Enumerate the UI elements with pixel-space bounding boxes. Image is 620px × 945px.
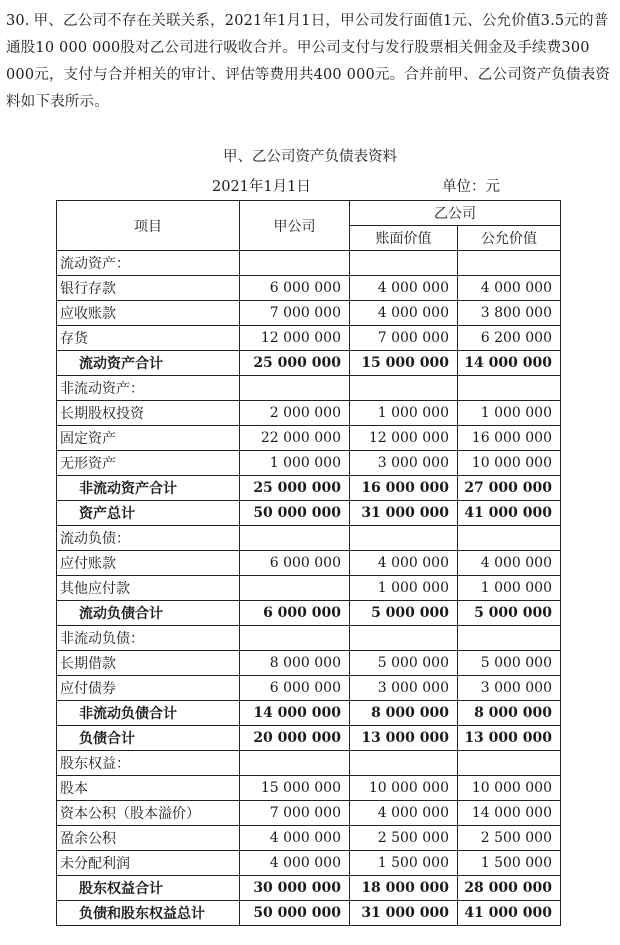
table-date: 2021年1月1日 (212, 179, 311, 195)
row-label: 其他应付款 (57, 576, 240, 601)
company-b-fair-value: 5 000 000 (458, 651, 561, 676)
table-row (57, 801, 561, 826)
company-a-value (240, 526, 350, 551)
company-b-fair-value: 28 000 000 (458, 876, 561, 901)
company-b-book-value: 4 000 000 (350, 551, 458, 576)
balance-sheet-table (56, 200, 561, 926)
company-a-value: 50 000 000 (240, 901, 350, 926)
company-b-fair-value: 41 000 000 (458, 501, 561, 526)
company-b-book-value: 2 500 000 (350, 826, 458, 851)
company-b-fair-value (458, 376, 561, 401)
table-row (57, 651, 561, 676)
company-b-book-value (350, 376, 458, 401)
company-b-fair-value (458, 626, 561, 651)
company-b-book-value: 16 000 000 (350, 476, 458, 501)
row-label: 固定资产 (57, 426, 240, 451)
company-a-value: 7 000 000 (240, 801, 350, 826)
company-b-book-value: 31 000 000 (350, 501, 458, 526)
company-b-book-value (350, 526, 458, 551)
row-label: 负债合计 (57, 726, 240, 751)
company-a-value (240, 626, 350, 651)
row-label: 未分配利润 (57, 851, 240, 876)
company-b-book-value: 1 000 000 (350, 576, 458, 601)
company-a-value: 15 000 000 (240, 776, 350, 801)
row-label: 流动负债合计 (57, 601, 240, 626)
table-row (57, 451, 561, 476)
table-row (57, 676, 561, 701)
company-b-fair-value (458, 751, 561, 776)
company-a-value: 2 000 000 (240, 401, 350, 426)
company-b-fair-value: 16 000 000 (458, 426, 561, 451)
company-b-fair-value (458, 251, 561, 276)
company-b-fair-value: 13 000 000 (458, 726, 561, 751)
table-body (57, 251, 561, 926)
row-label: 应付债券 (57, 676, 240, 701)
company-a-value: 4 000 000 (240, 851, 350, 876)
company-b-book-value (350, 251, 458, 276)
row-label: 股东权益： (57, 751, 240, 776)
company-a-value: 14 000 000 (240, 701, 350, 726)
row-label: 资本公积（股本溢价） (57, 801, 240, 826)
company-a-value: 1 000 000 (240, 451, 350, 476)
company-b-fair-value (458, 526, 561, 551)
company-a-value (240, 251, 350, 276)
header-company-b: 乙公司 (350, 201, 561, 226)
table-row (57, 601, 561, 626)
table-title: 甲、乙公司资产负债表资料 (223, 149, 397, 165)
table-row (57, 276, 561, 301)
table-row (57, 401, 561, 426)
table-row (57, 701, 561, 726)
problem-statement (6, 8, 612, 116)
company-b-fair-value: 41 000 000 (458, 901, 561, 926)
company-b-book-value: 7 000 000 (350, 326, 458, 351)
company-b-fair-value: 27 000 000 (458, 476, 561, 501)
problem-number: 30. (6, 13, 30, 29)
row-label: 非流动资产： (57, 376, 240, 401)
table-row (57, 426, 561, 451)
table-row (57, 826, 561, 851)
table-row (57, 551, 561, 576)
company-b-fair-value: 3 000 000 (458, 676, 561, 701)
company-b-fair-value: 1 500 000 (458, 851, 561, 876)
row-label: 无形资产 (57, 451, 240, 476)
company-b-fair-value: 14 000 000 (458, 351, 561, 376)
table-row (57, 476, 561, 501)
company-a-value: 4 000 000 (240, 826, 350, 851)
company-a-value: 6 000 000 (240, 276, 350, 301)
table-row (57, 326, 561, 351)
company-b-fair-value: 6 200 000 (458, 326, 561, 351)
row-label: 流动资产合计 (57, 351, 240, 376)
company-b-book-value: 10 000 000 (350, 776, 458, 801)
company-a-value: 20 000 000 (240, 726, 350, 751)
table-row (57, 376, 561, 401)
company-a-value: 6 000 000 (240, 676, 350, 701)
row-label: 负债和股东权益总计 (57, 901, 240, 926)
company-b-book-value: 4 000 000 (350, 276, 458, 301)
company-b-fair-value: 10 000 000 (458, 451, 561, 476)
company-b-book-value: 4 000 000 (350, 301, 458, 326)
company-a-value: 25 000 000 (240, 351, 350, 376)
table-row (57, 776, 561, 801)
company-a-value: 7 000 000 (240, 301, 350, 326)
company-a-value: 22 000 000 (240, 426, 350, 451)
table-row (57, 251, 561, 276)
table-row (57, 751, 561, 776)
company-a-value: 25 000 000 (240, 476, 350, 501)
table-row (57, 726, 561, 751)
row-label: 应收账款 (57, 301, 240, 326)
company-b-book-value: 15 000 000 (350, 351, 458, 376)
header-item: 项目 (57, 201, 240, 251)
row-label: 流动负债： (57, 526, 240, 551)
company-a-value (240, 576, 350, 601)
company-a-value (240, 376, 350, 401)
company-a-value: 8 000 000 (240, 651, 350, 676)
header-fair-value: 公允价值 (458, 226, 561, 251)
company-a-value: 12 000 000 (240, 326, 350, 351)
company-b-book-value: 13 000 000 (350, 726, 458, 751)
table-row (57, 851, 561, 876)
company-b-book-value: 18 000 000 (350, 876, 458, 901)
table-row (57, 301, 561, 326)
company-a-value (240, 751, 350, 776)
row-label: 盈余公积 (57, 826, 240, 851)
company-b-fair-value: 14 000 000 (458, 801, 561, 826)
table-row (57, 526, 561, 551)
table-row (57, 876, 561, 901)
row-label: 存货 (57, 326, 240, 351)
company-b-fair-value: 8 000 000 (458, 701, 561, 726)
table-row (57, 901, 561, 926)
header-company-a: 甲公司 (240, 201, 350, 251)
company-a-value: 6 000 000 (240, 601, 350, 626)
row-label: 应付账款 (57, 551, 240, 576)
company-b-fair-value: 1 000 000 (458, 576, 561, 601)
company-b-fair-value: 2 500 000 (458, 826, 561, 851)
company-b-fair-value: 4 000 000 (458, 276, 561, 301)
company-b-fair-value: 3 800 000 (458, 301, 561, 326)
company-b-book-value (350, 626, 458, 651)
row-label: 长期借款 (57, 651, 240, 676)
company-b-book-value: 12 000 000 (350, 426, 458, 451)
company-a-value: 6 000 000 (240, 551, 350, 576)
table-row (57, 351, 561, 376)
table-row (57, 576, 561, 601)
company-b-fair-value: 4 000 000 (458, 551, 561, 576)
row-label: 流动资产： (57, 251, 240, 276)
row-label: 股本 (57, 776, 240, 801)
company-b-book-value: 5 000 000 (350, 601, 458, 626)
company-b-book-value: 5 000 000 (350, 651, 458, 676)
company-a-value: 50 000 000 (240, 501, 350, 526)
row-label: 银行存款 (57, 276, 240, 301)
problem-text: 甲、乙公司不存在关联关系，2021年1月1日，甲公司发行面值1元、公允价值3.5元的普通股10 000 000股对乙公司进行吸收合并。甲公司支付与发行股票相关佣金及手续费300 000元，支付与合并相关的审计、评估等费用共400 000元。合并前甲、乙公司资产负债表资料如下表所示。 (6, 13, 611, 110)
company-b-book-value: 8 000 000 (350, 701, 458, 726)
company-b-book-value: 3 000 000 (350, 676, 458, 701)
row-label: 非流动负债： (57, 626, 240, 651)
table-unit: 单位：元 (442, 179, 500, 195)
row-label: 股东权益合计 (57, 876, 240, 901)
row-label: 资产总计 (57, 501, 240, 526)
company-b-book-value: 3 000 000 (350, 451, 458, 476)
row-label: 长期股权投资 (57, 401, 240, 426)
row-label: 非流动负债合计 (57, 701, 240, 726)
company-b-fair-value: 1 000 000 (458, 401, 561, 426)
company-b-fair-value: 5 000 000 (458, 601, 561, 626)
company-b-book-value: 1 000 000 (350, 401, 458, 426)
company-b-book-value: 1 500 000 (350, 851, 458, 876)
table-row (57, 501, 561, 526)
table-row (57, 626, 561, 651)
company-b-book-value: 4 000 000 (350, 801, 458, 826)
row-label: 非流动资产合计 (57, 476, 240, 501)
company-b-fair-value: 10 000 000 (458, 776, 561, 801)
company-b-book-value (350, 751, 458, 776)
company-b-book-value: 31 000 000 (350, 901, 458, 926)
header-book-value: 账面价值 (350, 226, 458, 251)
company-a-value: 30 000 000 (240, 876, 350, 901)
